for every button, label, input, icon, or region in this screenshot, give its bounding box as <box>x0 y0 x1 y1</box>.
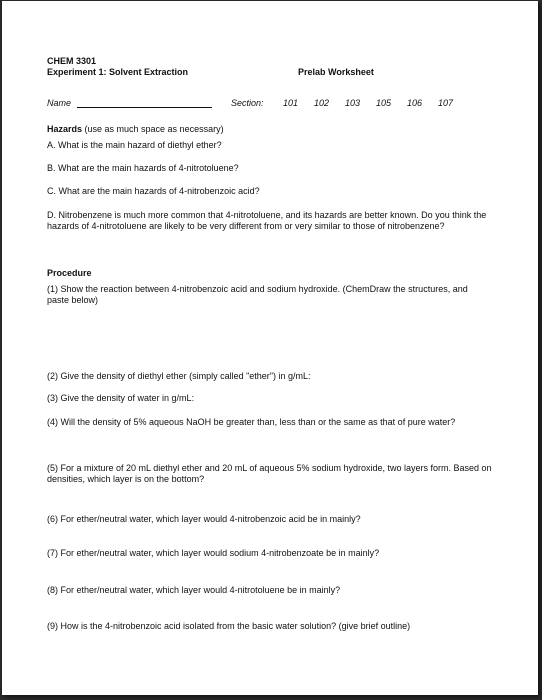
hazards-note: (use as much space as necessary) <box>82 124 224 134</box>
procedure-question: (6) For ether/neutral water, which layer would 4-nitrobenzoic acid be in mainly? <box>47 514 361 524</box>
section-option[interactable]: 101 <box>283 98 299 108</box>
procedure-question: (9) How is the 4-nitrobenzoic acid isolated from the basic water solution? (give brief outline) <box>47 621 411 631</box>
section-option[interactable]: 106 <box>407 98 423 108</box>
procedure-question: (5) For a mixture of 20 mL diethyl ether and 20 mL of aqueous 5% sodium hydroxide, two layers form. Based on densities, which layer is on the bottom? <box>47 463 492 484</box>
procedure-question: (2) Give the density of diethyl ether (simply called "ether") in g/mL: <box>47 371 311 381</box>
hazard-question: B. What are the main hazards of 4-nitrotoluene? <box>47 163 239 173</box>
procedure-question: (7) For ether/neutral water, which layer would sodium 4-nitrobenzoate be in mainly? <box>47 548 380 558</box>
procedure-question: (4) Will the density of 5% aqueous NaOH be greater than, less than or the same as that of pure water? <box>47 417 456 427</box>
section-option[interactable]: 105 <box>376 98 392 108</box>
hazards-heading-line <box>47 124 224 135</box>
section-option[interactable]: 103 <box>345 98 361 108</box>
section-option[interactable]: 107 <box>438 98 454 108</box>
hazard-question: C. What are the main hazards of 4-nitrobenzoic acid? <box>47 186 260 196</box>
procedure-heading: Procedure <box>47 268 92 278</box>
section-label: Section: <box>231 98 264 108</box>
name-label: Name <box>47 98 72 108</box>
procedure-question: (3) Give the density of water in g/mL: <box>47 393 195 403</box>
procedure-question: (1) Show the reaction between 4-nitrobenzoic acid and sodium hydroxide. (ChemDraw the structures, and paste below) <box>47 284 468 305</box>
procedure-question: (8) For ether/neutral water, which layer would 4-nitrotoluene be in mainly? <box>47 585 341 595</box>
worksheet-title: Prelab Worksheet <box>298 67 374 77</box>
section-option[interactable]: 102 <box>314 98 330 108</box>
hazards-heading: Hazards <box>47 124 83 134</box>
hazard-question: A. What is the main hazard of diethyl ether? <box>47 140 222 150</box>
experiment-title: Experiment 1: Solvent Extraction <box>47 67 189 77</box>
name-blank-line[interactable] <box>77 107 212 108</box>
worksheet-page <box>2 1 538 695</box>
course-title: CHEM 3301 <box>47 56 97 66</box>
hazard-question: D. Nitrobenzene is much more common that 4-nitrotoluene, and its hazards are better known. Do you think the hazards of 4-nitrotoluene are likely to be very different from or very similar to those of nitrobenzene? <box>47 210 487 231</box>
